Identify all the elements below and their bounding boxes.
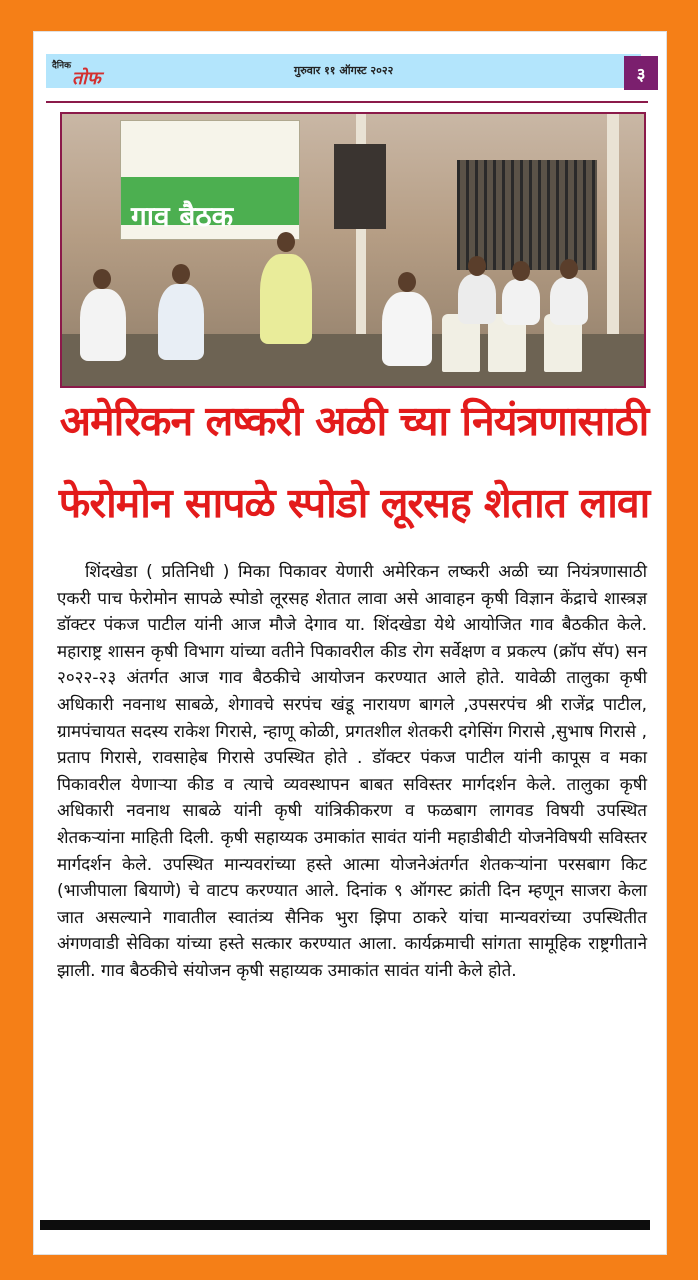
person-figure <box>550 277 588 325</box>
page-number-badge: ३ <box>624 56 658 90</box>
person-figure <box>158 284 204 360</box>
photo-window <box>334 144 386 229</box>
person-figure <box>458 274 496 324</box>
person-head <box>560 259 578 279</box>
newspaper-logo <box>48 56 144 89</box>
person-head <box>468 256 486 276</box>
person-head <box>512 261 530 281</box>
person-head <box>277 232 295 252</box>
meeting-banner <box>120 120 300 240</box>
headline-line-1: अमेरिकन लष्करी अळी च्या नियंत्रणासाठी <box>59 397 649 445</box>
bottom-divider <box>40 1220 650 1230</box>
logo-small-text: दैनिक <box>52 61 72 71</box>
person-head <box>172 264 190 284</box>
top-divider <box>46 101 648 103</box>
article-paragraph: शिंदखेडा ( प्रतिनिधी ) मिका पिकावर येणारी अमेरिकन लष्करी अळी च्या नियंत्रणासाठी एकरी पाच फेरोमोन सापळे स्पोडो लूरसह शेतात लावा असे आवाहन कृषी विज्ञान केंद्राचे शास्त्रज्ञ डॉक्टर पंकज पाटील यांनी आज मौजे देगाव या. शिंदखेडा येथे आयोजित गाव बैठकीत केले. महाराष्ट्र शासन कृषी विभाग यांच्या वतीने पिकावरील कीड रोग सर्वेक्षण व प्रकल्प (क्रॉप सॅप) सन २०२२-२३ अंतर्गत आज गाव बैठकीचे आयोजन करण्यात आले होते. यावेळी तालुका कृषी अधिकारी नवनाथ साबळे, शेगावचे सरपंच खंडू नारायण बागले ,उपसरपंच श्री राजेंद्र पाटील, ग्रामपंचायत सदस्य राकेश गिरासे, न्हाणू कोळी, प्रगतशील शेतकरी दगेसिंग गिरासे ,सुभाष गिरासे , प्रताप गिरासे, रावसाहेब गिरासे उपस्थित होते . डॉक्टर पंकज पाटील यांनी कापूस व मका पिकावरील येणाऱ्या कीड व त्याचे व्यवस्थापन बाबत सविस्तर मार्गदर्शन केले. तालुका कृषी अधिकारी नवनाथ साबळे यांनी कृषी यांत्रिकीकरण व फळबाग लागवड विषयी उपस्थित शेतकऱ्यांना माहिती दिली. कृषी सहाय्यक उमाकांत सावंत यांनी महाडीबीटी योजनेविषयी सविस्तर मार्गदर्शन केले. उपस्थित मान्यवरांच्या हस्ते आत्मा योजनेअंतर्गत शेतकऱ्यांना परसबाग किट (भाजीपाला बियाणे) चे वाटप करण्यात आले. दिनांक ९ ऑगस्ट क्रांती दिन म्हणून साजरा केला जात असल्याने गावातील स्वातंत्र्य सैनिक भुरा झिपा ठाकरे यांचा मान्यवरांच्या उपस्थितीत अंगणवाडी सेविका यांच्या हस्ते सत्कार करण्यात आला. कार्यक्रमाची सांगता सामूहिक राष्ट्रगीताने झाली. गाव बैठकीचे संयोजन कृषी सहाय्यक उमाकांत सावंत यांनी केले होते. <box>57 562 647 981</box>
newspaper-page <box>33 31 667 1255</box>
person-figure <box>80 289 126 361</box>
issue-date: गुरुवार ११ ऑगस्ट २०२२ <box>294 64 394 77</box>
person-head <box>93 269 111 289</box>
person-head <box>398 272 416 292</box>
article-body <box>57 559 647 985</box>
person-figure <box>382 292 432 366</box>
photo-grill <box>457 160 597 270</box>
logo-big-text: तोफ <box>72 68 101 89</box>
person-figure <box>260 254 312 344</box>
headline-line-2: फेरोमोन सापळे स्पोडो लूरसह शेतात लावा <box>58 479 650 527</box>
person-figure <box>502 279 540 325</box>
banner-title: गाव बैठक <box>131 200 234 233</box>
event-photo <box>60 112 646 388</box>
